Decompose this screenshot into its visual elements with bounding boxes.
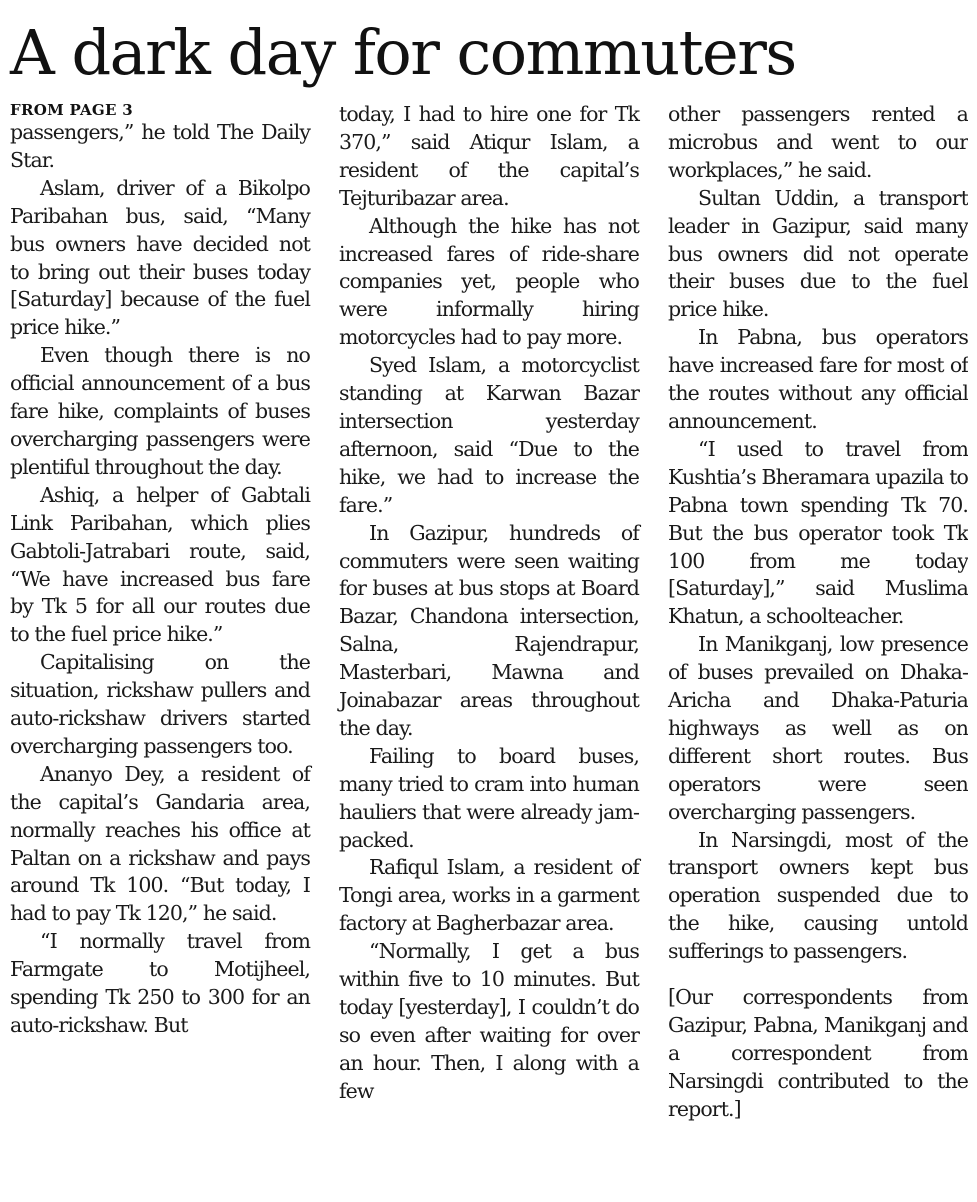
headline: A dark day for commuters	[10, 16, 796, 89]
paragraph: other passengers rented a microbus and went to our workplaces,” he said.	[668, 102, 968, 182]
paragraph: Rafiqul Islam, a resident of Tongi area, works in a garment factory at Bagherbazar area.	[339, 855, 639, 936]
column-3	[668, 101, 968, 1124]
column-2	[339, 101, 639, 1106]
paragraph: Sultan Uddin, a transport leader in Gazipur, said many bus owners did not operate their buses due to the fuel price hike.	[668, 185, 968, 322]
paragraph: Aslam, driver of a Bikolpo Paribahan bus, said, “Many bus owners have decided not to bring out their buses today [Saturday] because of the fuel price hike.”	[10, 175, 310, 340]
paragraph: passengers,” he told The Daily Star.	[10, 120, 310, 172]
paragraph: Syed Islam, a motorcyclist standing at Karwan Bazar intersection yesterday afternoon, said “Due to the hike, we had to increase the fare.”	[339, 353, 639, 517]
paragraph: Ananyo Dey, a resident of the capital’s Gandaria area, normally reaches his office at Paltan on a rickshaw and pays around Tk 100. “But today, I had to pay Tk 120,” he said.	[10, 761, 310, 926]
paragraph: “I normally travel from Farmgate to Motijheel, spending Tk 250 to 300 for an auto-rickshaw. But	[10, 929, 310, 1037]
continuation-kicker: FROM PAGE 3	[10, 101, 134, 119]
paragraph: Even though there is no official announcement of a bus fare hike, complaints of buses overcharging passengers were plentiful throughout the day.	[10, 343, 310, 479]
paragraph: In Pabna, bus operators have increased fare for most of the routes without any official announcement.	[668, 325, 968, 433]
paragraph: In Gazipur, hundreds of commuters were seen waiting for buses at bus stops at Board Bazar, Chandona intersection, Salna, Rajendrapur, Masterbari, Mawna and Joinabazar areas throughout the day.	[339, 520, 639, 740]
paragraph: In Manikganj, low presence of buses prevailed on Dhaka-Aricha and Dhaka-Paturia highways as well as on different short routes. Bus operators were seen overcharging passengers.	[668, 632, 968, 824]
paragraph: today, I had to hire one for Tk 370,” said Atiqur Islam, a resident of the capital’s Tejturibazar area.	[339, 102, 639, 210]
paragraph: “Normally, I get a bus within five to 10 minutes. But today [yesterday], I couldn’t do so even after waiting for over an hour. Then, I along with a few	[339, 939, 639, 1103]
article-body	[10, 101, 968, 1196]
contributor-credit: [Our correspondents from Gazipur, Pabna, Manikganj and a correspondent from Narsingdi contributed to the report.]	[668, 985, 968, 1121]
paragraph: Failing to board buses, many tried to cram into human hauliers that were already jam-packed.	[339, 743, 639, 852]
paragraph: “I used to travel from Kushtia’s Bheramara upazila to Pabna town spending Tk 70. But the bus operator took Tk 100 from me today [Saturday],” said Muslima Khatun, a schoolteacher.	[668, 436, 968, 629]
paragraph: In Narsingdi, most of the transport owners kept bus operation suspended due to the hike, causing untold sufferings to passengers.	[668, 827, 968, 964]
paragraph: Although the hike has not increased fares of ride-share companies yet, people who were informally hiring motorcycles had to pay more.	[339, 213, 639, 350]
column-1	[10, 101, 310, 1040]
paragraph: Ashiq, a helper of Gabtali Link Paribahan, which plies Gabtoli-Jatrabari route, said, “We have increased bus fare by Tk 5 for all our routes due to the fuel price hike.”	[10, 482, 310, 647]
paragraph: Capitalising on the situation, rickshaw pullers and auto-rickshaw drivers started overcharging passengers too.	[10, 650, 310, 758]
